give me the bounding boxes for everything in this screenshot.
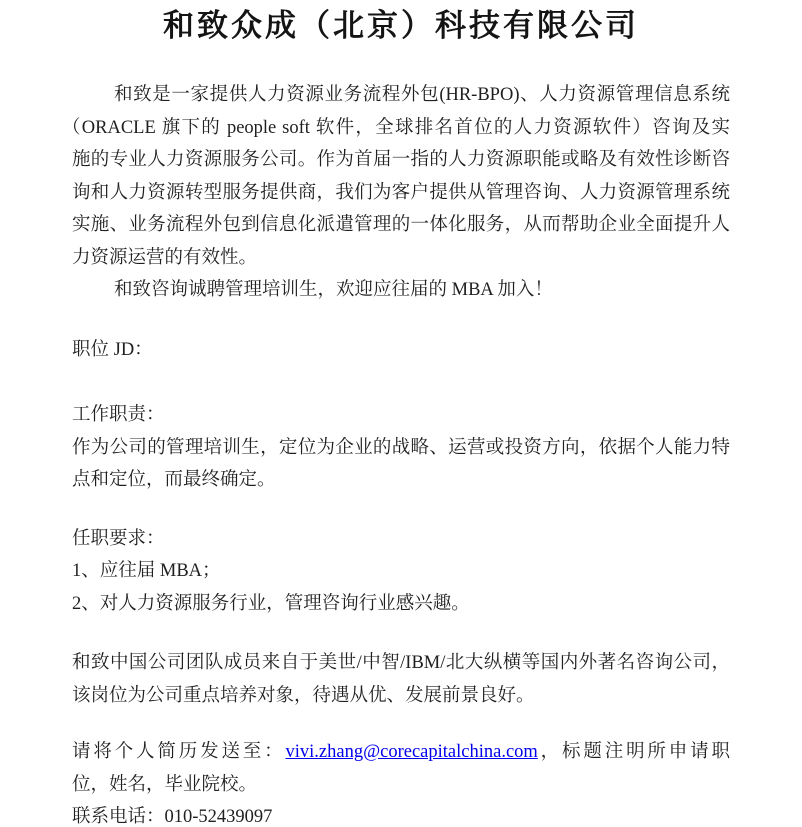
responsibilities-line: 作为公司的管理培训生，定位为企业的战略、运营或投资方向，依据个人能力特 [72,437,730,458]
requirement-item: 1、应往届 MBA； [72,561,221,581]
requirements-section [72,523,730,621]
responsibilities-section [72,399,730,497]
responsibilities-heading: 工作职责： [72,405,165,425]
page-title: 和致众成（北京）科技有限公司 [163,8,639,43]
intro-line: 实施、业务流程外包到信息化派遣管理的一体化服务，从而帮助企业全面提升人 [72,215,730,235]
intro-line: 施的专业人力资源服务公司。作为首届一指的人力资源职能或略及有效性诊断咨 [72,150,730,170]
intro-line: 询和人力资源转型服务提供商，我们为客户提供从管理咨询、人力资源管理系统 [72,182,730,203]
apply-line2: 位，姓名，毕业院校。 [72,774,258,795]
intro-line: （ORACLE 旗下的 people soft 软件，全球排名首位的人力资源软件）咨询及实 [62,117,730,138]
recruit-line: 和致咨询诚聘管理培训生，欢迎应往届的 MBA 加入！ [114,280,553,300]
apply-suffix: ，标题注明所申请职 [537,742,730,762]
intro-line: 力资源运营的有效性。 [72,247,258,268]
team-line: 该岗位为公司重点培养对象，待遇从优、发展前景良好。 [72,685,535,706]
requirements-heading: 任职要求： [72,528,165,549]
responsibilities-line: 点和定位，而最终确定。 [72,470,276,490]
intro-paragraph [62,79,730,307]
apply-paragraph [72,736,730,827]
email-link[interactable]: vivi.zhang@corecapitalchina.com [285,742,538,762]
team-paragraph [72,647,730,712]
requirement-item: 2、对人力资源服务行业，管理咨询行业感兴趣。 [72,593,470,614]
intro-line: 和致是一家提供人力资源业务流程外包(HR-BPO)、人力资源管理信息系统 [114,85,730,105]
jd-heading: 职位 JD： [72,339,153,360]
apply-line [72,736,730,769]
contact-phone-line: 联系电话：010-52439097 [72,807,273,827]
apply-prefix: 请将个人简历发送至： [72,742,286,762]
team-line: 和致中国公司团队成员来自于美世/中智/IBM/北大纵横等国内外著名咨询公司， [72,653,730,673]
